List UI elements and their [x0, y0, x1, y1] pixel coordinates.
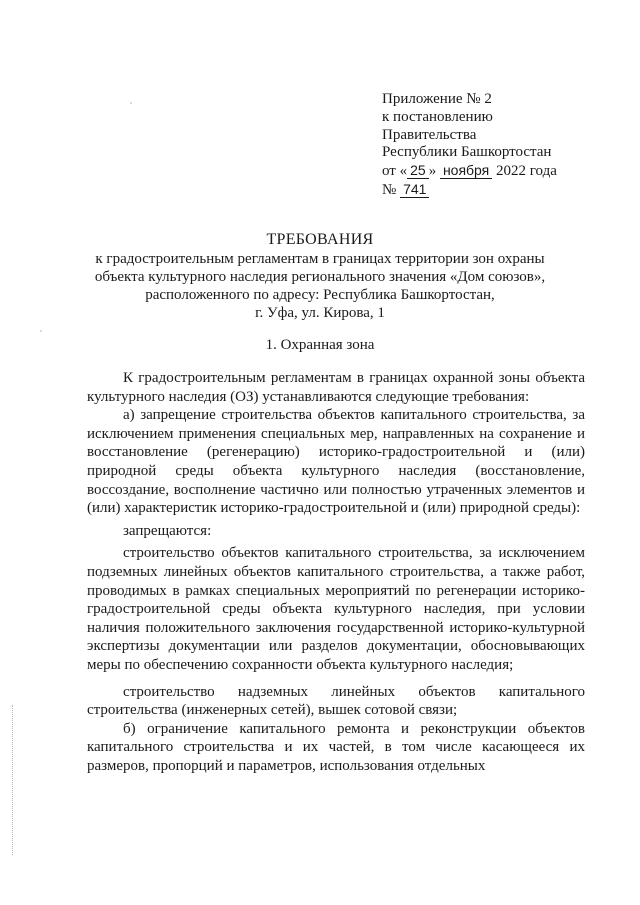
- section-heading: 1. Охранная зона: [265, 337, 375, 353]
- paragraph-intro: К градостроительным регламентам в границах охранной зоны объекта культурного наследия (ОЗ) устанавливаются следующие требования:: [87, 370, 585, 405]
- document-body: [87, 369, 585, 775]
- appendix-number-line: [382, 181, 582, 200]
- title-line-2: объекта культурного наследия регионального значения «Дом союзов»,: [94, 269, 546, 285]
- paragraph-b: б) ограничение капитального ремонта и реконструкции объектов капитального строительства и их частей, в том числе касающееся их размеров, пропорций и параметров, использования отдельных: [87, 720, 585, 774]
- paragraph-a: а) запрещение строительства объектов капитального строительства, за исключением применения специальных мер, направленных на сохранение и восстановление (регенерацию) историко-градостроительной и (или) природной среды объекта культурного наследия (восстановление, воссоздание, восполнение частично или полностью утраченных элементов и (или) характеристик историко-градостроительной и (или) природной среды):: [87, 407, 585, 517]
- scan-speck: [130, 102, 132, 104]
- date-mid: »: [428, 163, 440, 180]
- appendix-line-1: Приложение № 2: [382, 91, 492, 107]
- title-heading: ТРЕБОВАНИЯ: [266, 231, 374, 248]
- title-line-1: к градостроительным регламентам в границах территории зон охраны: [95, 251, 545, 267]
- appendix-block: [382, 91, 582, 200]
- appendix-line-3: Правительства: [382, 126, 477, 143]
- number-prefix: №: [382, 181, 401, 198]
- title-line-4: г. Уфа, ул. Кирова, 1: [255, 305, 385, 321]
- appendix-line-4: Республики Башкортостан: [382, 144, 552, 161]
- scan-speck: [40, 330, 42, 332]
- number-value: 741: [400, 181, 429, 198]
- appendix-date-line: [382, 162, 582, 181]
- paragraph-construction: строительство объектов капитального строительства, за исключением подземных линейных объектов капитального строительства, а также работ, проводимых в рамках специальных мероприятий по регенерации историко-градостроительной среды объекта культурного наследия, при условии наличия положительного заключения государственной историко-культурной экспертизы документации или разделов документации, обосновывающих меры по обеспечению сохранности объекта культурного наследия;: [87, 545, 585, 673]
- paragraph-prohibited: запрещаются:: [123, 522, 212, 539]
- document-title: [60, 231, 580, 322]
- appendix-line-2: к постановлению: [382, 108, 493, 125]
- date-month: ноября: [440, 162, 492, 179]
- date-suffix: 2022 года: [492, 163, 557, 180]
- scan-margin-mark: [12, 705, 15, 855]
- title-line-3: расположенного по адресу: Республика Башкортостан,: [145, 287, 495, 303]
- paragraph-overhead: строительство надземных линейных объектов капитального строительства (инженерных сетей), вышек сотовой связи;: [87, 683, 585, 719]
- date-prefix: от «: [382, 163, 408, 180]
- date-day: 25: [407, 162, 429, 179]
